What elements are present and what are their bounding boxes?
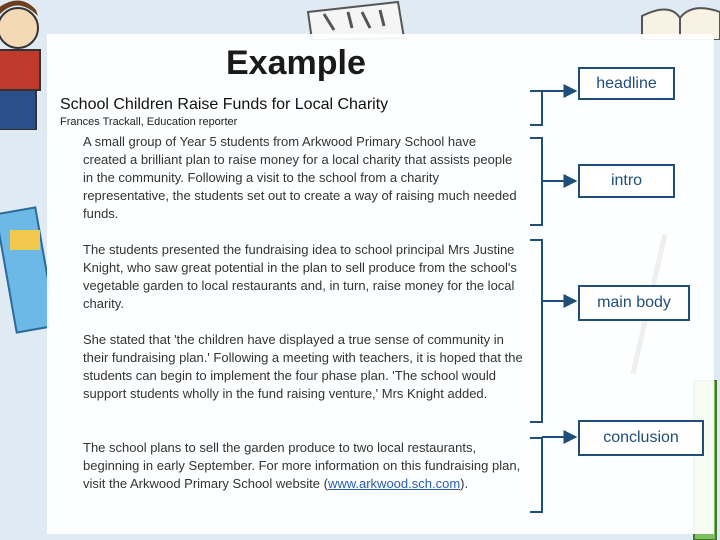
slide-title: Example [226, 44, 366, 82]
label-main-body: main body [578, 285, 690, 321]
article-paragraph: The students presented the fundraising idea to school principal Mrs Justine Knight, who saw great potential in the plan to sell produce from the school's vegetable garden to local restaurants and, in turn, raise money for the local charity. [83, 242, 517, 311]
conclusion-bracket [530, 438, 542, 512]
intro-bracket [530, 138, 542, 225]
paragraph-text: ). [460, 476, 469, 491]
website-link[interactable]: www.arkwood.sch.com [327, 476, 461, 491]
headline-bracket [530, 91, 542, 125]
paragraph-text: The school plans to sell the garden produce to two local restaurants, beginning in early September. For more information on this fundraising plan, visit the Arkwood Primary School website ( [83, 440, 521, 491]
article-paragraph: She stated that 'the children have displayed a true sense of community in their fundraising plan.' Following a meeting with teachers, it is hoped that the students can begin to implement the four phase plan. 'The school would support students wholly in the fund raising venture,' Mrs Knight added. [83, 332, 523, 401]
article-headline: School Children Raise Funds for Local Charity [60, 96, 389, 113]
label-headline: headline [578, 67, 675, 100]
article-byline: Frances Trackall, Education reporter [60, 116, 238, 128]
label-conclusion: conclusion [578, 420, 704, 456]
article-paragraph: A small group of Year 5 students from Arkwood Primary School have created a brilliant plan to raise money for a local charity that assists people in the community. Following a visit to the school from a charity representative, the students set out to create a way of raising much needed funds. [83, 134, 517, 221]
label-intro: intro [578, 164, 675, 198]
main-body-bracket [530, 240, 542, 422]
